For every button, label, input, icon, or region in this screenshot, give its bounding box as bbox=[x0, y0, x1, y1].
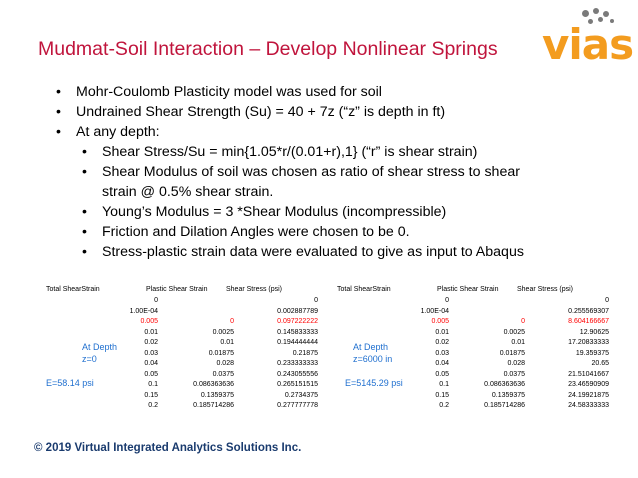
bullet-marker: • bbox=[56, 84, 61, 100]
table-cell: 1.00E-04 bbox=[129, 307, 158, 315]
table-cell: 0.185714286 bbox=[193, 402, 234, 409]
table-cell: 0.265151515 bbox=[277, 381, 318, 388]
table-cell: 0.03 bbox=[435, 349, 449, 357]
table-cell: 0.02 bbox=[144, 339, 158, 346]
bullet-item bbox=[56, 122, 616, 142]
table-cell: 0.03 bbox=[144, 349, 158, 357]
bullet-text: At any depth: bbox=[76, 124, 160, 140]
table-cell: 0.145833333 bbox=[277, 328, 318, 336]
table-cell: 0.01 bbox=[144, 328, 158, 336]
table-cell: 0.21875 bbox=[292, 349, 318, 357]
bullet-marker: • bbox=[82, 144, 87, 160]
column-header: Total ShearStrain bbox=[46, 286, 100, 293]
table-cell: 0.01875 bbox=[208, 349, 234, 357]
table-cell: 0.01875 bbox=[499, 349, 525, 357]
column-header: Shear Stress (psi) bbox=[226, 286, 283, 293]
table-cell: 0.005 bbox=[140, 318, 158, 325]
table-cell: 23.46590909 bbox=[568, 381, 609, 388]
bullet-item bbox=[56, 202, 616, 222]
table-cell: 0.028 bbox=[216, 360, 234, 367]
table-cell: 0.255569307 bbox=[568, 307, 609, 315]
table-cell: 17.20833333 bbox=[568, 339, 609, 346]
table-cell: 8.604166667 bbox=[568, 318, 609, 325]
slide-title: Mudmat-Soil Interaction – Develop Nonlinear Springs bbox=[38, 38, 498, 60]
bullet-text: Young’s Modulus = 3 *Shear Modulus (incompressible) bbox=[102, 204, 447, 220]
bullet-marker: • bbox=[56, 104, 61, 120]
table-cell: 24.19921875 bbox=[568, 391, 609, 399]
bullet-text: Stress-plastic strain data were evaluated to give as input to Abaqus bbox=[102, 244, 524, 260]
bullet-list bbox=[56, 82, 616, 262]
column-header: Plastic Shear Strain bbox=[437, 286, 499, 293]
table-cell: 0.0375 bbox=[503, 370, 525, 378]
bullet-text: Shear Modulus of soil was chosen as ratio of shear stress to shear bbox=[102, 164, 520, 180]
table-cell: 0.15 bbox=[435, 391, 449, 399]
table-cell: 0.005 bbox=[431, 318, 449, 325]
table-cell: 0.15 bbox=[144, 391, 158, 399]
bullet-item bbox=[56, 242, 616, 262]
table-cell: 0.277777778 bbox=[277, 402, 318, 409]
table-cell: 0.243055556 bbox=[277, 370, 318, 378]
table-cell: 0.05 bbox=[435, 370, 449, 378]
depth-annotation: z=0 bbox=[82, 354, 97, 364]
bullet-marker: • bbox=[82, 244, 87, 260]
depth-annotation: At Depth bbox=[353, 342, 389, 352]
table-cell: 0.0025 bbox=[503, 328, 525, 336]
table-cell: 0.02 bbox=[435, 339, 449, 346]
table-cell: 0.01 bbox=[435, 328, 449, 336]
bullet-item bbox=[56, 82, 616, 102]
logo-text: vias bbox=[542, 20, 634, 69]
column-header: Plastic Shear Strain bbox=[146, 286, 208, 293]
table-cell: 0.05 bbox=[144, 370, 158, 378]
table-cell: 0.0025 bbox=[212, 328, 234, 336]
table-cell: 0.233333333 bbox=[277, 360, 318, 367]
table-cell: 1.00E-04 bbox=[420, 307, 449, 315]
table-cell: 0 bbox=[230, 318, 234, 325]
bullet-item bbox=[56, 182, 616, 202]
depth-annotation: z=6000 in bbox=[353, 354, 393, 364]
table-cell: 0.04 bbox=[144, 360, 158, 367]
table-cell: 12.90625 bbox=[579, 328, 609, 336]
bullet-item bbox=[56, 142, 616, 162]
table-cell: 24.58333333 bbox=[568, 402, 609, 409]
bullet-item bbox=[56, 222, 616, 242]
table-cell: 0.2 bbox=[439, 402, 449, 409]
table-cell: 0.1 bbox=[148, 381, 158, 388]
bullet-text: Undrained Shear Strength (Su) = 40 + 7z (“z” is depth in ft) bbox=[76, 104, 446, 120]
depth-annotation: E=58.14 psi bbox=[46, 378, 94, 388]
table-cell: 0.1 bbox=[439, 381, 449, 388]
column-header: Total ShearStrain bbox=[337, 286, 391, 293]
table-cell: 0.002887789 bbox=[277, 307, 318, 315]
table-cell: 0.086363636 bbox=[193, 381, 234, 388]
table-cell: 0.2734375 bbox=[284, 391, 318, 399]
table-cell: 0.028 bbox=[507, 360, 525, 367]
bullet-item bbox=[56, 162, 616, 182]
table-cell: 0.1359375 bbox=[200, 391, 234, 399]
table-cell: 0 bbox=[154, 297, 158, 304]
column-header: Shear Stress (psi) bbox=[517, 286, 574, 293]
bullet-text: Friction and Dilation Angles were chosen to be 0. bbox=[102, 224, 410, 240]
table-cell: 0.0375 bbox=[212, 370, 234, 378]
table-cell: 21.51041667 bbox=[568, 370, 609, 378]
table-cell: 0.194444444 bbox=[277, 339, 318, 346]
table-cell: 0.2 bbox=[148, 402, 158, 409]
copyright-footer: © 2019 Virtual Integrated Analytics Solutions Inc. bbox=[34, 442, 302, 454]
bullet-marker: • bbox=[82, 224, 87, 240]
table-cell: 0.086363636 bbox=[484, 381, 525, 388]
depth-annotation: At Depth bbox=[82, 342, 118, 352]
table-cell: 0.01 bbox=[220, 339, 234, 346]
table-cell: 19.359375 bbox=[575, 349, 609, 357]
bullet-marker: • bbox=[56, 124, 61, 140]
vias-logo bbox=[540, 8, 634, 70]
table-cell: 0.097222222 bbox=[277, 318, 318, 325]
table-cell: 0 bbox=[521, 318, 525, 325]
bullet-text: strain @ 0.5% shear strain. bbox=[102, 184, 274, 200]
table-cell: 20.65 bbox=[591, 360, 609, 367]
table-cell: 0.1359375 bbox=[491, 391, 525, 399]
table-cell: 0 bbox=[605, 297, 609, 304]
table-cell: 0.04 bbox=[435, 360, 449, 367]
bullet-item bbox=[56, 102, 616, 122]
bullet-marker: • bbox=[82, 164, 87, 180]
table-cell: 0.01 bbox=[511, 339, 525, 346]
table-cell: 0 bbox=[314, 297, 318, 304]
table-cell: 0.185714286 bbox=[484, 402, 525, 409]
bullet-marker: • bbox=[82, 204, 87, 220]
bullet-text: Shear Stress/Su = min{1.05*r/(0.01+r),1} (“r” is shear strain) bbox=[102, 144, 478, 160]
bullet-text: Mohr-Coulomb Plasticity model was used for soil bbox=[76, 84, 382, 100]
depth-annotation: E=5145.29 psi bbox=[345, 378, 403, 388]
table-cell: 0 bbox=[445, 297, 449, 304]
